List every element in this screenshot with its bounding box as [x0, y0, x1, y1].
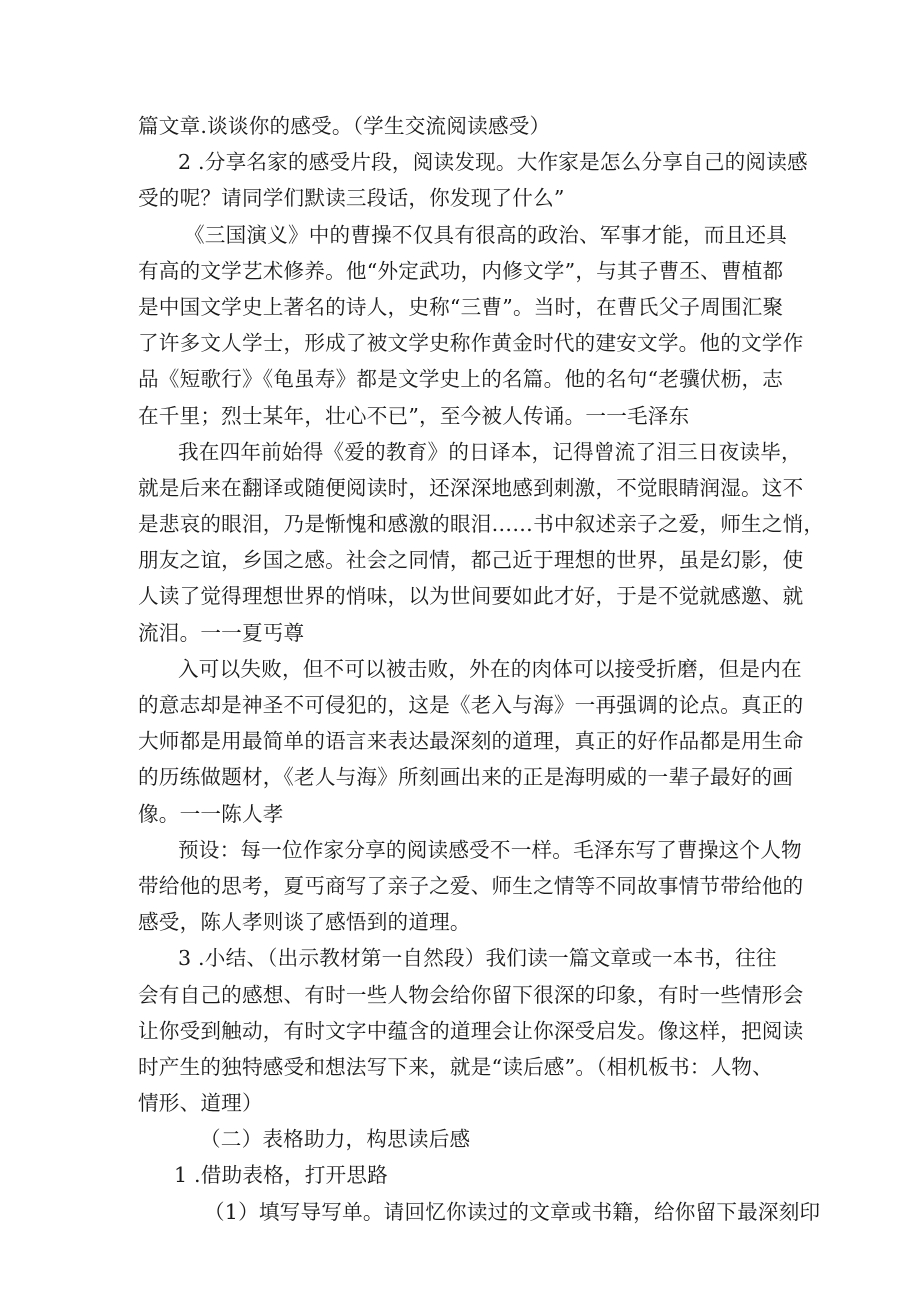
subsection-heading: 1 .借助表格，打开思路: [174, 1163, 388, 1188]
text-line: 在千里；烈士某年，壮心不已”，至今被人传诵。一一毛泽东: [138, 403, 690, 428]
section-heading: （二）表格助力，构思读后感: [200, 1127, 471, 1152]
quote-paragraph-chen-start: 入可以失败，但不可以被击败，外在的肉体可以接受折磨，但是内在: [178, 656, 802, 681]
text-line: 受的呢？请同学们默读三段话，你发现了什么”: [138, 186, 565, 211]
text-line: 的历练做题材，《老人与海》所刻画出来的正是海明威的一辈子最好的画: [138, 765, 794, 790]
text-line: 了许多文人学士，形成了被文学史称作黄金时代的建安文学。他的文学作: [138, 331, 804, 356]
text-line: 让你受到触动，有时文字中蕴含的道理会让你深受启发。像这样，把阅读: [138, 1018, 804, 1043]
text-line: 像。一一陈人孝: [138, 801, 284, 826]
text-line: 带给他的思考，夏丐商写了亲子之爱、师生之情等不同故事情节带给他的: [138, 873, 804, 898]
text-line: 感受，陈人孝则谈了感悟到的道理。: [138, 910, 471, 935]
preset-paragraph-start: 预设：每一位作家分享的阅读感受不一样。毛泽东写了曹操这个人物: [178, 837, 802, 862]
text-line: 大师都是用最简单的语言来表达最深刻的道理，真正的好作品都是用生命: [138, 729, 804, 754]
text-line: 是中国文学史上著名的诗人，史称“三曹”。当时，在曹氏父子周围汇聚: [138, 294, 784, 319]
text-line: 流泪。一一夏丐尊: [138, 620, 305, 645]
text-line: 情形、道理）: [138, 1091, 263, 1116]
text-line: 品《短歌行》《龟虽寿》都是文学史上的名篇。他的名句“老骥伏枥，志: [138, 367, 784, 392]
text-line: 会有自己的感想、有时一些人物会给你留下很深的印象，有时一些情形会: [138, 982, 804, 1007]
quote-paragraph-mao-start: 《三国演义》中的曹操不仅具有很高的政治、军事才能，而且还具: [184, 222, 788, 247]
numbered-step-1: （1）填写导写单。请回忆你读过的文章或书籍，给你留下最深刻印: [204, 1199, 821, 1224]
text-line: 有高的文学艺术修养。他“外定武功，内修文学”，与其子曹丕、曹植都: [138, 258, 784, 283]
quote-paragraph-xia-start: 我在四年前始得《爱的教育》的日译本，记得曾流了泪三日夜读毕，: [178, 439, 802, 464]
numbered-paragraph-3: 3 .小结、（出示教材第一自然段）我们读一篇文章或一本书，往往: [178, 946, 777, 971]
text-line: 是悲哀的眼泪，乃是惭愧和感激的眼泪……书中叙述亲子之爱，师生之悄，: [138, 512, 825, 537]
numbered-paragraph-2: 2 .分享名家的感受片段，阅读发现。大作家是怎么分享自己的阅读感: [178, 150, 808, 175]
document-body: [138, 108, 825, 1230]
text-line: 时产生的独特感受和想法写下来，就是“读后感”。（相机板书：人物、: [138, 1054, 773, 1079]
text-line: 人读了觉得理想世界的悄味，以为世间要如此才好，于是不觉就感邀、就: [138, 584, 804, 609]
text-line: 朋友之谊，乡国之感。社会之同情，都己近于理想的世界，虽是幻影，使: [138, 548, 804, 573]
text-line: 就是后来在翻译或随便阅读时，还深深地感到刺激，不觉眼睛润湿。这不: [138, 475, 804, 500]
text-line: 的意志却是神圣不可侵犯的，这是《老入与海》一再强调的论点。真正的: [138, 693, 804, 717]
text-line: 篇文章.谈谈你的感受。（学生交流阅读感受）: [138, 114, 551, 138]
